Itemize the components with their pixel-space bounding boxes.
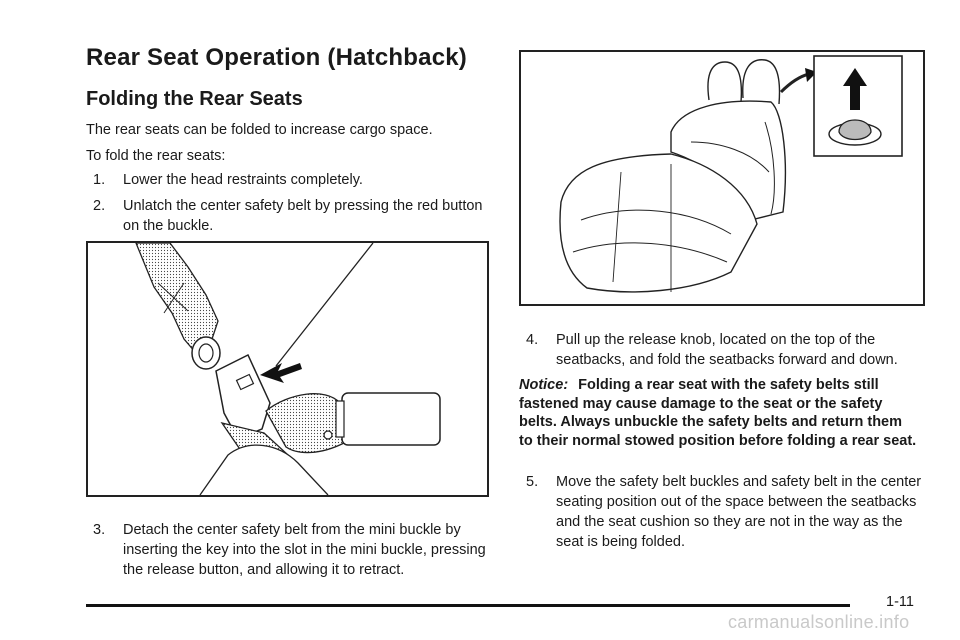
step-number: 3. xyxy=(93,522,106,538)
section-heading: Folding the Rear Seats xyxy=(86,88,303,110)
notice-text: Folding a rear seat with the safety belts still fastened may cause damage to the seat or the safety belts. Always unbuckle the safety belts and return them to their normal stowed position before folding a rear seat. xyxy=(519,377,917,449)
page-title: Rear Seat Operation (Hatchback) xyxy=(86,44,467,71)
step-text: Detach the center safety belt from the mini buckle by inserting the key into the slot in the mini buckle, pressing the release button, and allowing it to retract. xyxy=(123,522,486,578)
step-number: 4. xyxy=(526,332,539,348)
lead-in-paragraph: To fold the rear seats: xyxy=(86,148,226,164)
step-number: 5. xyxy=(526,474,539,490)
step-3 xyxy=(93,520,493,580)
watermark-text: carmanualsonline.info xyxy=(728,612,910,632)
step-text: Move the safety belt buckles and safety belt in the center seating position out of the space between the seatbacks and the seat cushion so they are not in the way as the seat is being folded. xyxy=(556,474,922,550)
page-number: 1-11 xyxy=(886,594,914,610)
step-number: 2. xyxy=(93,198,106,214)
seat-drawing xyxy=(521,52,923,304)
buckle-drawing xyxy=(88,243,487,495)
step-5 xyxy=(526,472,922,552)
step-text: Lower the head restraints completely. xyxy=(123,172,363,188)
step-text: Unlatch the center safety belt by pressing the red button on the buckle. xyxy=(123,198,483,234)
step-number: 1. xyxy=(93,172,106,188)
step-2 xyxy=(93,196,488,236)
step-text: Pull up the release knob, located on the top of the seatbacks, and fold the seatbacks forward and down. xyxy=(556,332,898,368)
step-4 xyxy=(526,330,926,370)
footer-rule xyxy=(86,604,850,607)
seat-illustration xyxy=(519,50,925,306)
notice-paragraph xyxy=(519,376,919,450)
notice-label: Notice: xyxy=(519,377,569,393)
step-1 xyxy=(93,170,493,190)
intro-paragraph: The rear seats can be folded to increase cargo space. xyxy=(86,122,433,138)
buckle-illustration xyxy=(86,241,489,497)
